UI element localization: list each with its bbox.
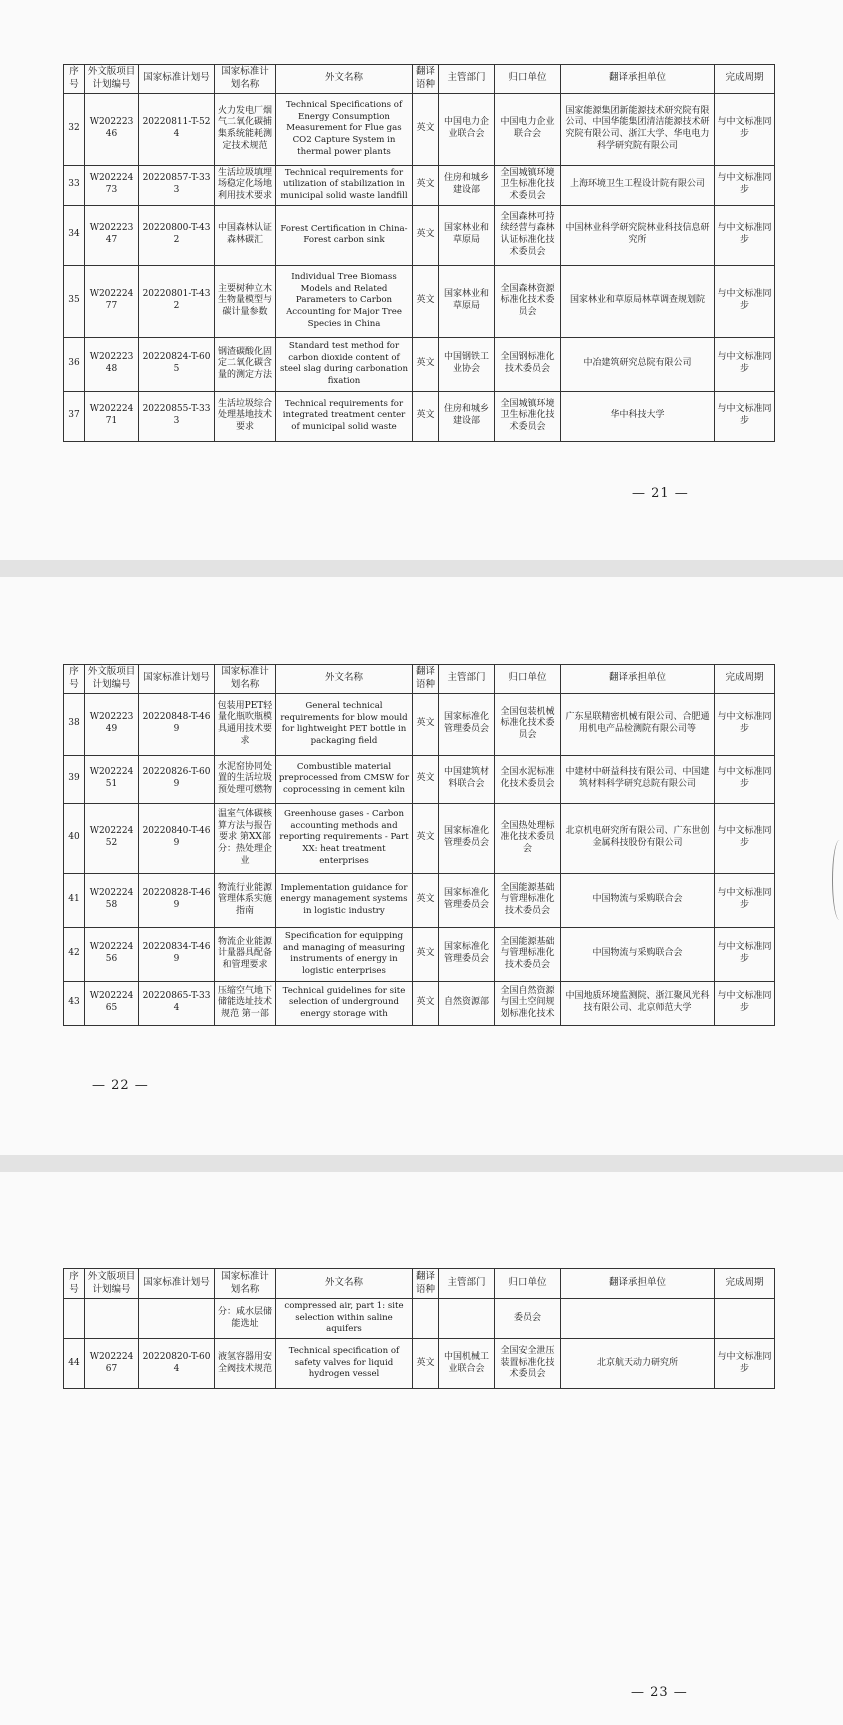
header-language: 翻译语种 xyxy=(413,65,439,94)
cell-standard-plan-no xyxy=(139,1299,215,1339)
header-language: 翻译语种 xyxy=(413,1269,439,1299)
cell-seq: 36 xyxy=(64,337,85,391)
cell-standard-plan-no: 20220828-T-469 xyxy=(139,873,215,927)
cell-foreign-plan-no: W20222477 xyxy=(85,265,139,337)
cell-unit: 全国能源基础与管理标准化技术委员会 xyxy=(495,927,561,981)
cell-foreign-name: Forest Certification in China-Forest carbon sink xyxy=(276,205,413,265)
header-department: 主管部门 xyxy=(439,65,495,94)
cell-language: 英文 xyxy=(413,1339,439,1389)
cell-translator: 中国林业科学研究院林业科技信息研究所 xyxy=(561,205,715,265)
cell-language: 英文 xyxy=(413,165,439,205)
header-period: 完成周期 xyxy=(715,665,775,694)
cell-foreign-name: Individual Tree Biomass Models and Related Parameters to Carbon Accounting for Major Tree Species in China xyxy=(276,265,413,337)
cell-period: 与中文标准同步 xyxy=(715,803,775,873)
page-separator xyxy=(0,560,843,577)
header-foreign-plan-no: 外文版项目计划编号 xyxy=(85,1269,139,1299)
cell-seq: 43 xyxy=(64,981,85,1025)
cell-unit: 委员会 xyxy=(495,1299,561,1339)
cell-standard-name: 主要树种立木生物量模型与碳计量参数 xyxy=(215,265,276,337)
cell-foreign-plan-no: W20222473 xyxy=(85,165,139,205)
cell-standard-plan-no: 20220826-T-609 xyxy=(139,755,215,803)
table-row xyxy=(64,93,775,165)
cell-standard-name: 生活垃圾填埋场稳定化场地利用技术要求 xyxy=(215,165,276,205)
cell-period: 与中文标准同步 xyxy=(715,981,775,1025)
cell-translator: 华中科技大学 xyxy=(561,391,715,441)
table-row xyxy=(64,803,775,873)
cell-unit: 全国能源基础与管理标准化技术委员会 xyxy=(495,873,561,927)
cell-period xyxy=(715,1299,775,1339)
cell-standard-name: 中国森林认证 森林碳汇 xyxy=(215,205,276,265)
cell-unit: 全国热处理标准化技术委员会 xyxy=(495,803,561,873)
cell-unit: 全国安全泄压装置标准化技术委员会 xyxy=(495,1339,561,1389)
cell-translator: 中国物流与采购联合会 xyxy=(561,927,715,981)
cell-standard-plan-no: 20220865-T-334 xyxy=(139,981,215,1025)
header-seq: 序号 xyxy=(64,65,85,94)
table-row xyxy=(64,391,775,441)
cell-department: 中国建筑材料联合会 xyxy=(439,755,495,803)
header-unit: 归口单位 xyxy=(495,65,561,94)
page-number: — 21 — xyxy=(632,486,689,501)
cell-translator xyxy=(561,1299,715,1339)
cell-standard-plan-no: 20220824-T-605 xyxy=(139,337,215,391)
cell-translator: 国家能源集团新能源技术研究院有限公司、中国华能集团清洁能源技术研究院有限公司、浙江大学、华电电力科学研究院有限公司 xyxy=(561,93,715,165)
cell-seq: 32 xyxy=(64,93,85,165)
cell-department: 国家标准化管理委员会 xyxy=(439,873,495,927)
cell-foreign-name: Technical guidelines for site selection of underground energy storage with xyxy=(276,981,413,1025)
header-department: 主管部门 xyxy=(439,1269,495,1299)
cell-department: 国家标准化管理委员会 xyxy=(439,803,495,873)
cell-department: 国家标准化管理委员会 xyxy=(439,693,495,755)
cell-language: 英文 xyxy=(413,391,439,441)
cell-translator: 中建材中研益科技有限公司、中国建筑材料科学研究总院有限公司 xyxy=(561,755,715,803)
table-row xyxy=(64,693,775,755)
header-seq: 序号 xyxy=(64,665,85,694)
cell-seq: 33 xyxy=(64,165,85,205)
cell-period: 与中文标准同步 xyxy=(715,873,775,927)
cell-language: 英文 xyxy=(413,873,439,927)
cell-standard-name: 水泥窑协同处置的生活垃圾预处理可燃物 xyxy=(215,755,276,803)
page-number: — 22 — xyxy=(92,1078,149,1093)
cell-period: 与中文标准同步 xyxy=(715,265,775,337)
cell-standard-plan-no: 20220857-T-333 xyxy=(139,165,215,205)
table-row xyxy=(64,981,775,1025)
cell-period: 与中文标准同步 xyxy=(715,205,775,265)
cell-unit: 中国电力企业联合会 xyxy=(495,93,561,165)
cell-unit: 全国包装机械标准化技术委员会 xyxy=(495,693,561,755)
cell-seq: 35 xyxy=(64,265,85,337)
cell-unit: 全国自然资源与国土空间规划标准化技术 xyxy=(495,981,561,1025)
cell-standard-name: 温室气体碳核算方法与报告要求 第XX部分：热处理企业 xyxy=(215,803,276,873)
header-language: 翻译语种 xyxy=(413,665,439,694)
cell-standard-name: 钢渣碳酸化固定二氧化碳含量的测定方法 xyxy=(215,337,276,391)
cell-standard-plan-no: 20220855-T-333 xyxy=(139,391,215,441)
cell-department xyxy=(439,1299,495,1339)
cell-period: 与中文标准同步 xyxy=(715,693,775,755)
cell-translator: 中国物流与采购联合会 xyxy=(561,873,715,927)
cell-language: 英文 xyxy=(413,93,439,165)
cell-language: 英文 xyxy=(413,755,439,803)
cell-foreign-plan-no: W20222465 xyxy=(85,981,139,1025)
cell-seq: 42 xyxy=(64,927,85,981)
table-row xyxy=(64,1339,775,1389)
cell-foreign-name: Specification for equipping and managing of measuring instruments of energy in logistic enterprises xyxy=(276,927,413,981)
cell-foreign-plan-no: W20222471 xyxy=(85,391,139,441)
cell-foreign-plan-no: W20222467 xyxy=(85,1339,139,1389)
cell-foreign-plan-no: W20222452 xyxy=(85,803,139,873)
cell-standard-plan-no: 20220834-T-469 xyxy=(139,927,215,981)
table-header-row xyxy=(64,1269,775,1299)
table-row xyxy=(64,755,775,803)
page-number: — 23 — xyxy=(631,1685,688,1700)
cell-seq: 44 xyxy=(64,1339,85,1389)
table-row xyxy=(64,165,775,205)
table-header-row xyxy=(64,665,775,694)
header-standard-plan-no: 国家标准计划号 xyxy=(139,65,215,94)
table-row xyxy=(64,265,775,337)
cell-foreign-plan-no: W20222346 xyxy=(85,93,139,165)
cell-period: 与中文标准同步 xyxy=(715,93,775,165)
document-page-23 xyxy=(0,1172,843,1725)
table-row xyxy=(64,1299,775,1339)
header-translator: 翻译承担单位 xyxy=(561,1269,715,1299)
header-standard-name: 国家标准计划名称 xyxy=(215,65,276,94)
cell-standard-name: 火力发电厂烟气二氧化碳捕集系统能耗测定技术规范 xyxy=(215,93,276,165)
cell-foreign-name: Implementation guidance for energy management systems in logistic industry xyxy=(276,873,413,927)
header-foreign-name: 外文名称 xyxy=(276,1269,413,1299)
cell-foreign-plan-no: W20222348 xyxy=(85,337,139,391)
cell-unit: 全国城镇环境卫生标准化技术委员会 xyxy=(495,391,561,441)
cell-standard-name: 物流企业能源计量器具配备和管理要求 xyxy=(215,927,276,981)
cell-period: 与中文标准同步 xyxy=(715,391,775,441)
header-standard-name: 国家标准计划名称 xyxy=(215,1269,276,1299)
header-unit: 归口单位 xyxy=(495,1269,561,1299)
cell-department: 中国机械工业联合会 xyxy=(439,1339,495,1389)
cell-standard-plan-no: 20220800-T-432 xyxy=(139,205,215,265)
cell-seq xyxy=(64,1299,85,1339)
cell-language: 英文 xyxy=(413,803,439,873)
cell-department: 国家标准化管理委员会 xyxy=(439,927,495,981)
header-period: 完成周期 xyxy=(715,1269,775,1299)
cell-foreign-name: compressed air, part 1: site selection within saline aquifers xyxy=(276,1299,413,1339)
cell-translator: 中冶建筑研究总院有限公司 xyxy=(561,337,715,391)
cell-language xyxy=(413,1299,439,1339)
cell-language: 英文 xyxy=(413,265,439,337)
cell-foreign-plan-no: W20222451 xyxy=(85,755,139,803)
cell-standard-plan-no: 20220811-T-524 xyxy=(139,93,215,165)
cell-standard-name: 包装用PET轻量化瓶吹瓶模具通用技术要求 xyxy=(215,693,276,755)
table-row xyxy=(64,873,775,927)
cell-department: 国家林业和草原局 xyxy=(439,205,495,265)
cell-seq: 39 xyxy=(64,755,85,803)
cell-department: 国家林业和草原局 xyxy=(439,265,495,337)
standards-table-page-21 xyxy=(63,64,775,442)
table-row xyxy=(64,205,775,265)
cell-standard-name: 分：咸水层储能选址 xyxy=(215,1299,276,1339)
standards-table-page-22 xyxy=(63,664,775,1026)
cell-seq: 40 xyxy=(64,803,85,873)
header-translator: 翻译承担单位 xyxy=(561,65,715,94)
cell-period: 与中文标准同步 xyxy=(715,337,775,391)
table-row xyxy=(64,927,775,981)
cell-language: 英文 xyxy=(413,693,439,755)
cell-department: 中国钢铁工业协会 xyxy=(439,337,495,391)
header-seq: 序号 xyxy=(64,1269,85,1299)
header-standard-name: 国家标准计划名称 xyxy=(215,665,276,694)
cell-seq: 41 xyxy=(64,873,85,927)
header-unit: 归口单位 xyxy=(495,665,561,694)
cell-foreign-plan-no xyxy=(85,1299,139,1339)
cell-language: 英文 xyxy=(413,337,439,391)
header-department: 主管部门 xyxy=(439,665,495,694)
cell-department: 自然资源部 xyxy=(439,981,495,1025)
cell-foreign-plan-no: W20222458 xyxy=(85,873,139,927)
cell-language: 英文 xyxy=(413,981,439,1025)
cell-unit: 全国钢标准化技术委员会 xyxy=(495,337,561,391)
cell-seq: 34 xyxy=(64,205,85,265)
cell-foreign-name: Technical Specifications of Energy Consumption Measurement for Flue gas CO2 Capture System in thermal power plants xyxy=(276,93,413,165)
cell-standard-plan-no: 20220840-T-469 xyxy=(139,803,215,873)
header-standard-plan-no: 国家标准计划号 xyxy=(139,1269,215,1299)
cell-foreign-plan-no: W20222456 xyxy=(85,927,139,981)
cell-foreign-name: Technical requirements for integrated treatment center of municipal solid waste xyxy=(276,391,413,441)
cell-translator: 北京机电研究所有限公司、广东世创金属科技股份有限公司 xyxy=(561,803,715,873)
cell-unit: 全国森林资源标准化技术委员会 xyxy=(495,265,561,337)
cell-period: 与中文标准同步 xyxy=(715,927,775,981)
header-foreign-plan-no: 外文版项目计划编号 xyxy=(85,65,139,94)
cell-foreign-name: Greenhouse gases - Carbon accounting methods and reporting requirements - Part XX: heat treatment enterprises xyxy=(276,803,413,873)
table-header-row xyxy=(64,65,775,94)
cell-standard-name: 压缩空气地下储能选址技术规范 第一部 xyxy=(215,981,276,1025)
cell-language: 英文 xyxy=(413,927,439,981)
cell-language: 英文 xyxy=(413,205,439,265)
cell-foreign-name: General technical requirements for blow mould for lightweight PET bottle in packaging field xyxy=(276,693,413,755)
page-separator xyxy=(0,1155,843,1172)
cell-seq: 38 xyxy=(64,693,85,755)
scan-edge-mark xyxy=(832,840,843,920)
cell-unit: 全国森林可持续经营与森林认证标准化技术委员会 xyxy=(495,205,561,265)
cell-foreign-name: Technical specification of safety valves for liquid hydrogen vessel xyxy=(276,1339,413,1389)
header-foreign-plan-no: 外文版项目计划编号 xyxy=(85,665,139,694)
cell-translator: 北京航天动力研究所 xyxy=(561,1339,715,1389)
cell-period: 与中文标准同步 xyxy=(715,165,775,205)
cell-foreign-name: Standard test method for carbon dioxide content of steel slag during carbonation fixation xyxy=(276,337,413,391)
standards-table-page-23 xyxy=(63,1268,775,1389)
table-row xyxy=(64,337,775,391)
cell-standard-name: 生活垃圾综合处理基地技术要求 xyxy=(215,391,276,441)
cell-standard-plan-no: 20220848-T-469 xyxy=(139,693,215,755)
header-foreign-name: 外文名称 xyxy=(276,65,413,94)
cell-translator: 广东星联精密机械有限公司、合肥通用机电产品检测院有限公司等 xyxy=(561,693,715,755)
cell-unit: 全国城镇环境卫生标准化技术委员会 xyxy=(495,165,561,205)
cell-department: 住房和城乡建设部 xyxy=(439,391,495,441)
cell-department: 中国电力企业联合会 xyxy=(439,93,495,165)
header-foreign-name: 外文名称 xyxy=(276,665,413,694)
cell-period: 与中文标准同步 xyxy=(715,755,775,803)
cell-foreign-plan-no: W20222349 xyxy=(85,693,139,755)
header-translator: 翻译承担单位 xyxy=(561,665,715,694)
cell-period: 与中文标准同步 xyxy=(715,1339,775,1389)
cell-standard-name: 物流行业能源管理体系实施指南 xyxy=(215,873,276,927)
cell-translator: 上海环境卫生工程设计院有限公司 xyxy=(561,165,715,205)
header-period: 完成周期 xyxy=(715,65,775,94)
cell-standard-name: 液氢容器用安全阀技术规范 xyxy=(215,1339,276,1389)
cell-foreign-name: Combustible material preprocessed from CMSW for coprocessing in cement kiln xyxy=(276,755,413,803)
header-standard-plan-no: 国家标准计划号 xyxy=(139,665,215,694)
cell-foreign-plan-no: W20222347 xyxy=(85,205,139,265)
cell-standard-plan-no: 20220820-T-604 xyxy=(139,1339,215,1389)
cell-standard-plan-no: 20220801-T-432 xyxy=(139,265,215,337)
cell-foreign-name: Technical requirements for utilization of stabilization in municipal solid waste landfill xyxy=(276,165,413,205)
cell-unit: 全国水泥标准化技术委员会 xyxy=(495,755,561,803)
cell-translator: 国家林业和草原局林草调查规划院 xyxy=(561,265,715,337)
cell-seq: 37 xyxy=(64,391,85,441)
cell-department: 住房和城乡建设部 xyxy=(439,165,495,205)
cell-translator: 中国地质环境监测院、浙江聚风光科技有限公司、北京师范大学 xyxy=(561,981,715,1025)
